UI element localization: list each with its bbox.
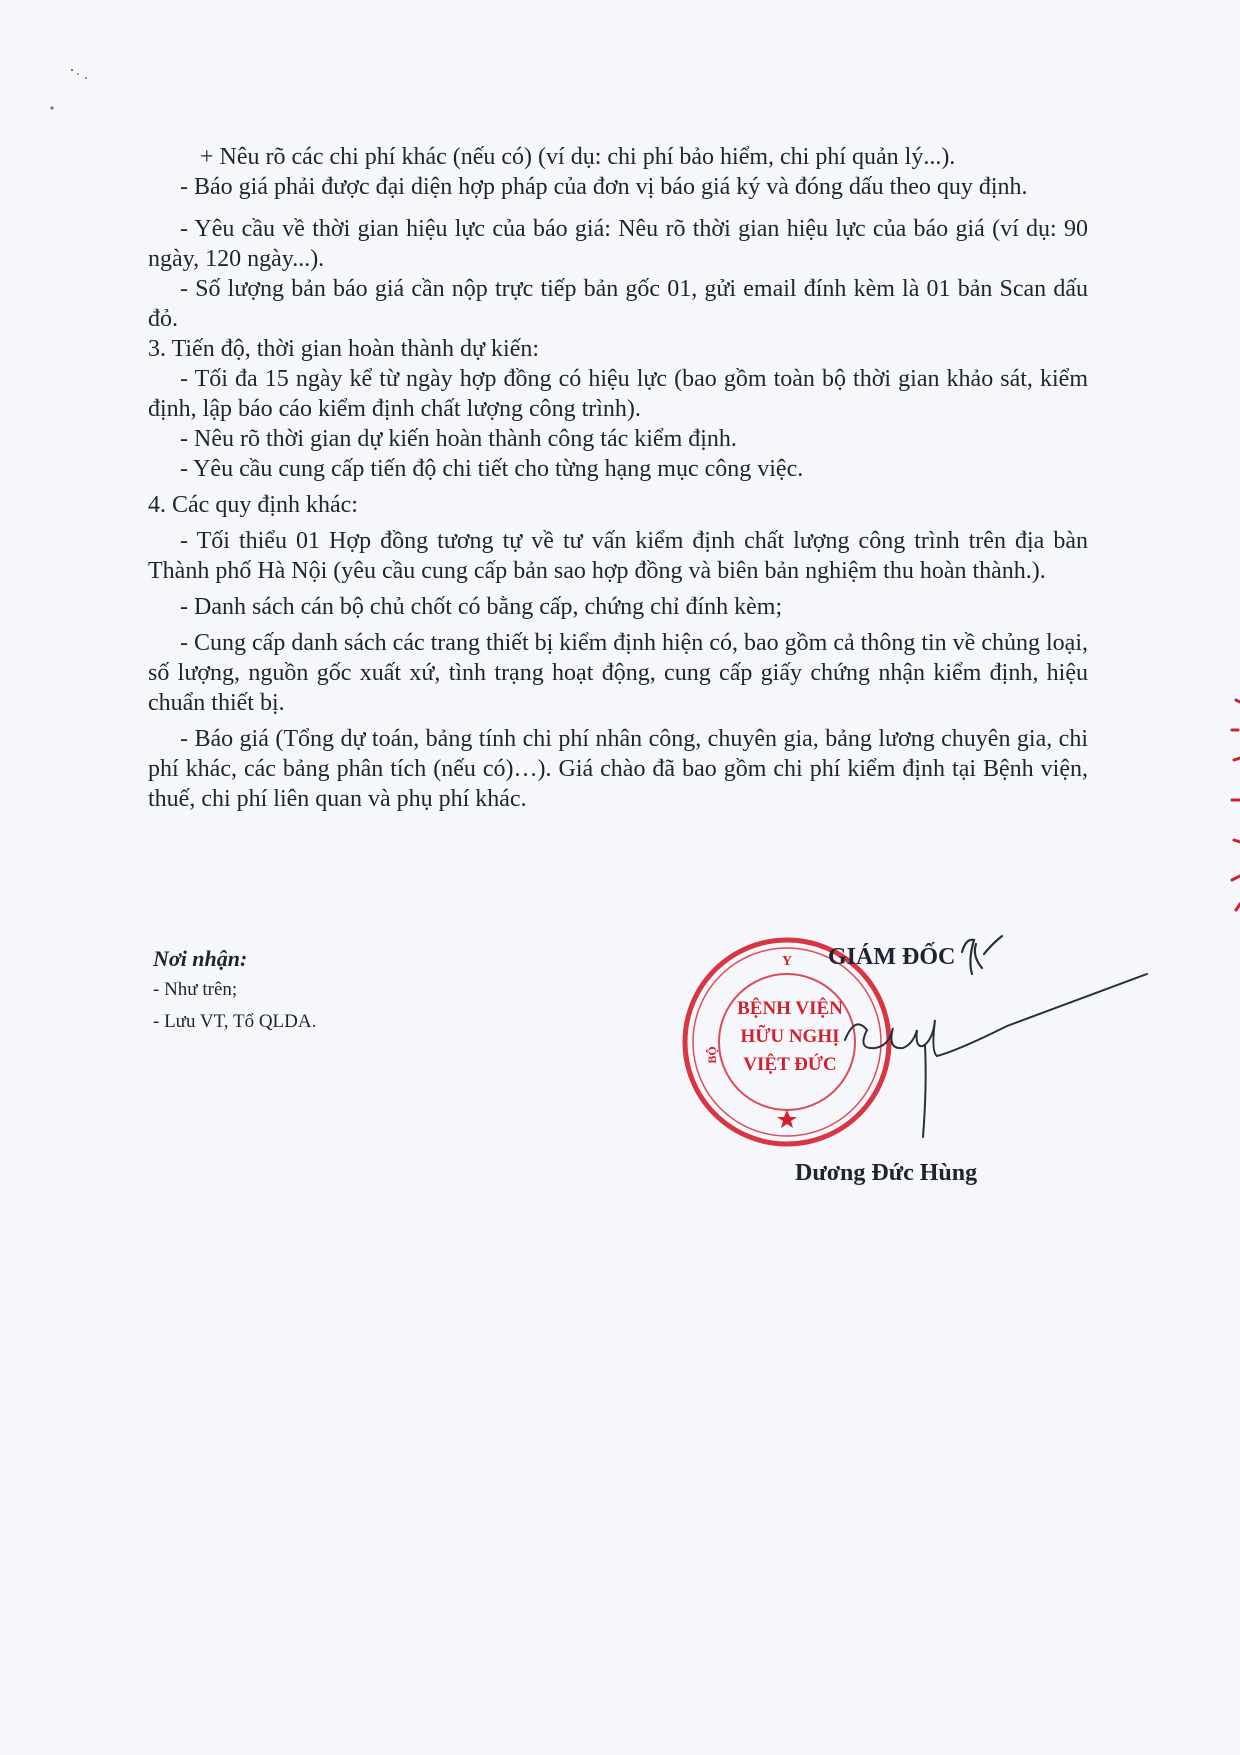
body-line: - Cung cấp danh sách các trang thiết bị kiểm định hiện có, bao gồm cả thông tin về chủng loại, số lượng, nguồn gốc xuất xứ, tình trạng hoạt động, cung cấp giấy chứng nhận kiểm định, hiệu chuẩn thiết bị. <box>148 630 1088 716</box>
recipients-block <box>153 946 573 1040</box>
seal-top-letter: Y <box>781 954 793 969</box>
body-line: - Yêu cầu cung cấp tiến độ chi tiết cho từng hạng mục công việc. <box>180 456 804 482</box>
scan-speck-marks <box>50 68 110 118</box>
edge-stamp-fragment <box>1218 690 1240 930</box>
seal-line-1: BỆNH VIỆN <box>737 998 843 1019</box>
section-heading-3: 3. Tiến độ, thời gian hoàn thành dự kiến: <box>148 336 540 362</box>
body-line: - Số lượng bản báo giá cần nộp trực tiếp bản gốc 01, gửi email đính kèm là 01 bản Scan dấu đỏ. <box>148 276 1088 332</box>
document-body <box>148 142 1088 814</box>
seal-star-icon <box>777 1110 797 1128</box>
body-line: - Tối đa 15 ngày kể từ ngày hợp đồng có hiệu lực (bao gồm toàn bộ thời gian khảo sát, kiểm định, lập báo cáo kiểm định chất lượng công trình). <box>148 366 1088 422</box>
body-line: - Báo giá phải được đại diện hợp pháp của đơn vị báo giá ký và đóng dấu theo quy định. <box>180 174 1028 200</box>
body-line: - Yêu cầu về thời gian hiệu lực của báo giá: Nêu rõ thời gian hiệu lực của báo giá (ví dụ: 90 ngày, 120 ngày...). <box>148 216 1088 272</box>
body-line: - Nêu rõ thời gian dự kiến hoàn thành công tác kiểm định. <box>180 426 737 452</box>
signer-name: Dương Đức Hùng <box>795 1160 978 1186</box>
section-heading-4: 4. Các quy định khác: <box>148 492 358 518</box>
recipient-item: - Lưu VT, Tổ QLDA. <box>153 1011 317 1032</box>
body-line: - Danh sách cán bộ chủ chốt có bằng cấp, chứng chỉ đính kèm; <box>180 594 783 620</box>
body-line: - Tối thiểu 01 Hợp đồng tương tự về tư vấn kiểm định chất lượng công trình trên địa bàn Thành phố Hà Nội (yêu cầu cung cấp bản sao hợp đồng và biên bản nghiệm thu hoàn thành.). <box>148 528 1088 584</box>
body-line: - Báo giá (Tổng dự toán, bảng tính chi phí nhân công, chuyên gia, bảng lương chuyên gia, chi phí khác, các bảng phân tích (nếu có)…). Giá chào đã bao gồm chi phí kiểm định tại Bệnh viện, thuế, chi phí liên quan và phụ phí khác. <box>148 726 1088 812</box>
seal-left-letter: BỘ <box>705 1046 719 1064</box>
body-line: + Nêu rõ các chi phí khác (nếu có) (ví dụ: chi phí bảo hiểm, chi phí quản lý...). <box>200 144 956 170</box>
seal-line-2: HỮU NGHỊ <box>740 1026 840 1047</box>
recipients-heading: Nơi nhận: <box>153 946 248 971</box>
seal-line-3: VIỆT ĐỨC <box>743 1054 837 1075</box>
recipient-item: - Như trên; <box>153 979 238 1000</box>
signer-title: GIÁM ĐỐC <box>828 944 956 970</box>
